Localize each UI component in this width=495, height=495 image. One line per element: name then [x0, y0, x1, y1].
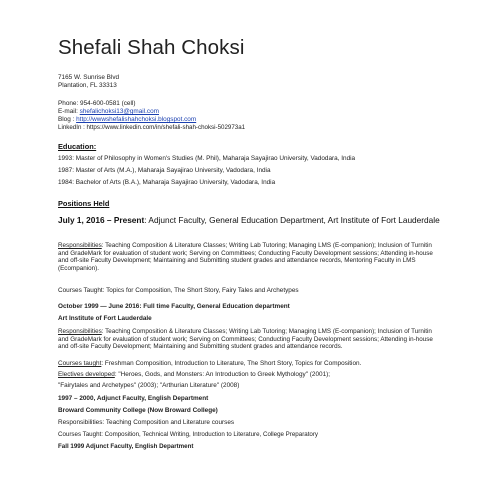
- education-heading: Education:: [58, 142, 97, 151]
- position-3-institution: Broward Community College (Now Broward College): [58, 407, 218, 414]
- position-4-heading: Fall 1999 Adjunct Faculty, English Department: [58, 443, 194, 450]
- responsibilities-label: Responsibilities: [58, 242, 102, 249]
- position-2-electives: [58, 371, 330, 379]
- address-line-1: 7165 W. Sunrise Blvd: [58, 74, 120, 81]
- position-1-date: July 1, 2016 – Present: [58, 215, 145, 225]
- blog-label: Blog :: [58, 116, 77, 123]
- position-1-title: : Adjunct Faculty, General Education Department, Art Institute of Fort Lauderdale: [144, 215, 440, 225]
- linkedin-line: LinkedIn : https://www.linkedin.com/in/shefali-shah-choksi-502973a1: [58, 124, 246, 131]
- position-2-courses: [58, 360, 361, 368]
- position-1-heading: [58, 216, 448, 226]
- education-item: 1993: Master of Philosophy in Women's Studies (M. Phil), Maharaja Sayajirao University, Vadodara, India: [58, 155, 356, 162]
- position-1-courses: Courses Taught: Topics for Composition, The Short Story, Fairy Tales and Archetypes: [58, 287, 299, 294]
- position-2-responsibilities: [58, 328, 438, 351]
- responsibilities-text: : Teaching Composition & Literature Classes; Writing Lab Tutoring; Managing LMS (E-companion); Inclusion of Turnitin and GradeMark for evaluation of student work; Serving on Committees; Conducting Faculty Development sessions; Attending in-house and off-site Faculty Development; Maintaining and Submitting student grades and attendance records, Mentoring Faculty in LMS (Ecompanion).: [58, 242, 433, 272]
- position-2-electives-more: "Fairytales and Archetypes" (2003); "Arthurian Literature" (2008): [58, 382, 240, 389]
- address-line-2: Plantation, FL 33313: [58, 82, 117, 89]
- email-line: [58, 108, 159, 116]
- position-2-institution: Art Institute of Fort Lauderdale: [58, 315, 152, 322]
- position-3-courses: Courses Taught: Composition, Technical Writing, Introduction to Literature, College Preparatory: [58, 431, 319, 438]
- position-1-responsibilities: [58, 242, 438, 272]
- responsibilities-label: Responsibilities: [58, 328, 102, 335]
- responsibilities-text: : Teaching Composition & Literature Classes; Writing Lab Tutoring; Managing LMS (E-companion); Inclusion of Turnitin and GradeMark for evaluation of student work; Serving on Committees; Conducting Faculty Development sessions; Attending in-house and off-site Faculty Development; Maintaining and Submitting student grades and attendance records.: [58, 328, 433, 351]
- courses-text: : Freshman Composition, Introduction to Literature, The Short Story, Topics for Composition.: [101, 360, 362, 367]
- electives-label: Electives developed: [58, 371, 115, 378]
- position-3-heading: 1997 – 2000, Adjunct Faculty, English Department: [58, 395, 209, 402]
- positions-heading: Positions Held: [58, 199, 110, 208]
- phone-line: Phone: 954-600-0581 (cell): [58, 100, 136, 107]
- electives-text: : "Heroes, Gods, and Monsters: An Introduction to Greek Mythology" (2001);: [114, 371, 331, 378]
- blog-line: [58, 116, 196, 124]
- education-item: 1984: Bachelor of Arts (B.A.), Maharaja Sayajirao University, Vadodara, India: [58, 179, 276, 186]
- blog-link[interactable]: http://wwwshefalishahchoksi.blogspot.com: [76, 116, 197, 123]
- courses-label: Courses taught: [58, 360, 102, 367]
- position-3-responsibilities: Responsibilities: Teaching Composition and Literature courses: [58, 419, 235, 426]
- education-item: 1987: Master of Arts (M.A.), Maharaja Sayajirao University, Vadodara, India: [58, 167, 271, 174]
- email-label: E-mail:: [58, 108, 80, 115]
- position-2-heading: October 1999 — June 2016: Full time Faculty, General Education department: [58, 303, 290, 310]
- email-link[interactable]: shefalichoksi13@gmail.com: [79, 108, 159, 115]
- resume-name: Shefali Shah Choksi: [58, 36, 245, 59]
